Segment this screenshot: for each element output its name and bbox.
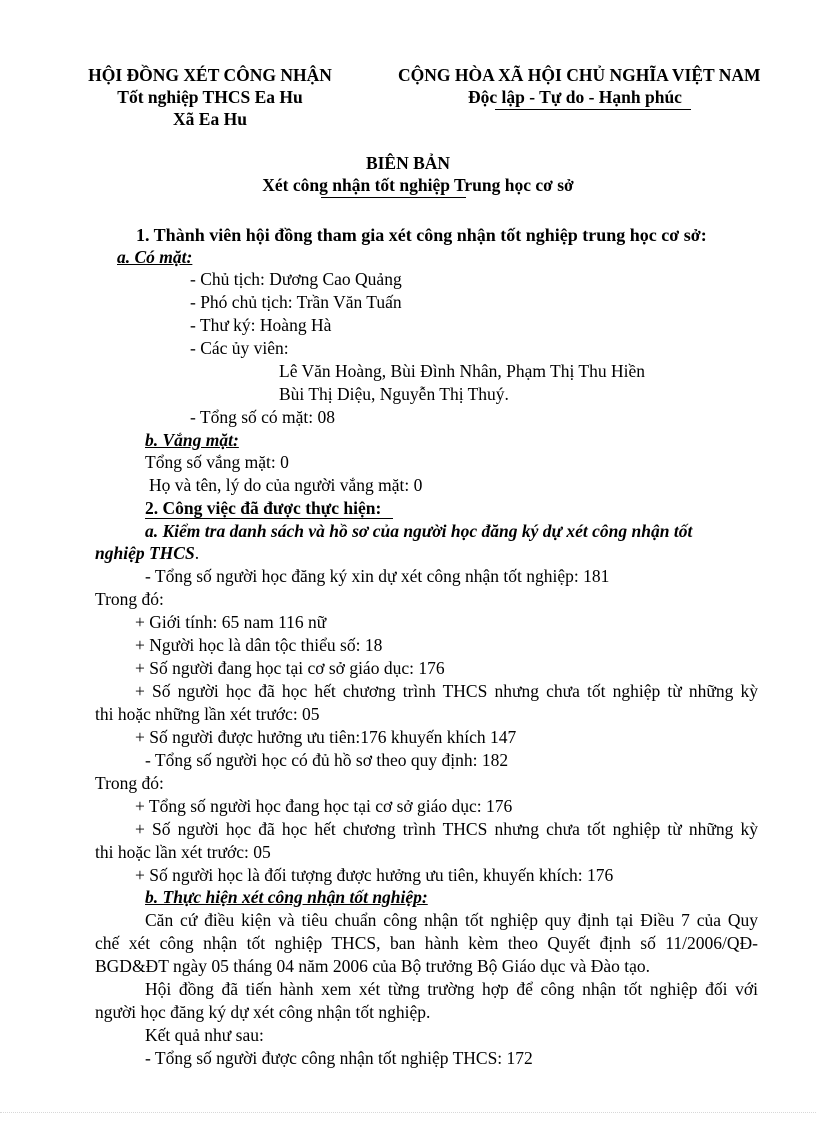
absent-heading: b. Vắng mặt: [145,430,239,450]
total-absent: Tổng số vắng mặt: 0 [145,452,289,472]
council-subtitle: Tốt nghiệp THCS Ea Hu [117,87,303,107]
finished2-stat-line1: + Số người học đã học hết chương trình THCS nhưng chưa tốt nghiệp từ những kỳ [135,819,758,839]
registered-total: - Tổng số người học đăng ký xin dự xét công nhận tốt nghiệp: 181 [145,566,610,586]
studying-stat-2: + Tổng số người học đang học tại cơ sở giáo dục: 176 [135,796,513,816]
studying-stat: + Số người đang học tại cơ sở giáo dục: 176 [135,658,445,678]
gender-stat: + Giới tính: 65 nam 116 nữ [135,612,327,632]
present-heading: a. Có mặt: [117,247,193,267]
recognized-total: - Tổng số người được công nhận tốt nghiệp THCS: 172 [145,1048,533,1068]
consideration-heading: b. Thực hiện xét công nhận tốt nghiệp: [145,887,428,907]
chairman: - Chủ tịch: Dương Cao Quảng [190,269,402,289]
subtitle-underline [321,197,466,198]
finished-stat-line2: thi hoặc những lần xét trước: 05 [95,704,320,724]
finished-stat-line1: + Số người học đã học hết chương trình THCS nhưng chưa tốt nghiệp từ những kỳ [135,681,758,701]
members-line-1: Lê Văn Hoàng, Bùi Đình Nhân, Phạm Thị Thu Hiền [279,361,646,381]
section2-heading-underline [145,518,393,519]
check-heading-period: . [194,543,200,563]
section1-heading: 1. Thành viên hội đồng tham gia xét công nhận tốt nghiệp trung học cơ sở: [136,225,707,245]
vice-chairman: - Phó chủ tịch: Trần Văn Tuấn [190,292,402,312]
document-subtitle: Xét công nhận tốt nghiệp Trung học cơ sở [262,175,574,195]
trong-do-1: Trong đó: [95,589,164,609]
section2-heading: 2. Công việc đã được thực hiện: [145,498,382,518]
absent-reason: Họ và tên, lý do của người vắng mặt: 0 [149,475,423,495]
national-motto: Độc lập - Tự do - Hạnh phúc [468,87,682,107]
trong-do-2: Trong đó: [95,773,164,793]
page-bottom-rule [0,1112,816,1113]
review-para-line2: người học đăng ký dự xét công nhận tốt nghiệp. [95,1002,431,1022]
motto-underline [495,109,691,110]
council-commune: Xã Ea Hu [173,109,247,129]
finished2-stat-line2: thi hoặc lần xét trước: 05 [95,842,271,862]
review-para-line1: Hội đồng đã tiến hành xem xét từng trường hợp để công nhận tốt nghiệp đối với [145,979,758,999]
members-label: - Các ủy viên: [190,338,289,358]
check-heading-line2-text: nghiệp THCS [95,543,195,563]
document-title: BIÊN BẢN [365,153,451,173]
members-line-2: Bùi Thị Diệu, Nguyễn Thị Thuý. [279,384,509,404]
priority-stat-2: + Số người học là đối tượng được hưởng ưu tiên, khuyến khích: 176 [135,865,614,885]
check-heading-line1: a. Kiểm tra danh sách và hồ sơ của người học đăng ký dự xét công nhận tốt [145,521,693,541]
basis-para-line3: BGD&ĐT ngày 05 tháng 04 năm 2006 của Bộ trưởng Bộ Giáo dục và Đào tạo. [95,956,650,976]
council-name: HỘI ĐỒNG XÉT CÔNG NHẬN [88,65,332,85]
secretary: - Thư ký: Hoàng Hà [190,315,332,335]
priority-stat: + Số người được hưởng ưu tiên:176 khuyến khích 147 [135,727,517,747]
total-present: - Tổng số có mặt: 08 [190,407,336,427]
complete-docs-total: - Tổng số người học có đủ hồ sơ theo quy định: 182 [145,750,509,770]
basis-para-line2: chế xét công nhận tốt nghiệp THCS, ban hành kèm theo Quyết định số 11/2006/QĐ- [95,933,758,953]
national-title: CỘNG HÒA XÃ HỘI CHỦ NGHĨA VIỆT NAM [398,65,761,85]
result-label: Kết quả như sau: [145,1025,264,1045]
check-heading-line2 [95,542,199,564]
ethnic-stat: + Người học là dân tộc thiểu số: 18 [135,635,383,655]
basis-para-line1: Căn cứ điều kiện và tiêu chuẩn công nhận tốt nghiệp quy định tại Điều 7 của Quy [145,910,758,930]
